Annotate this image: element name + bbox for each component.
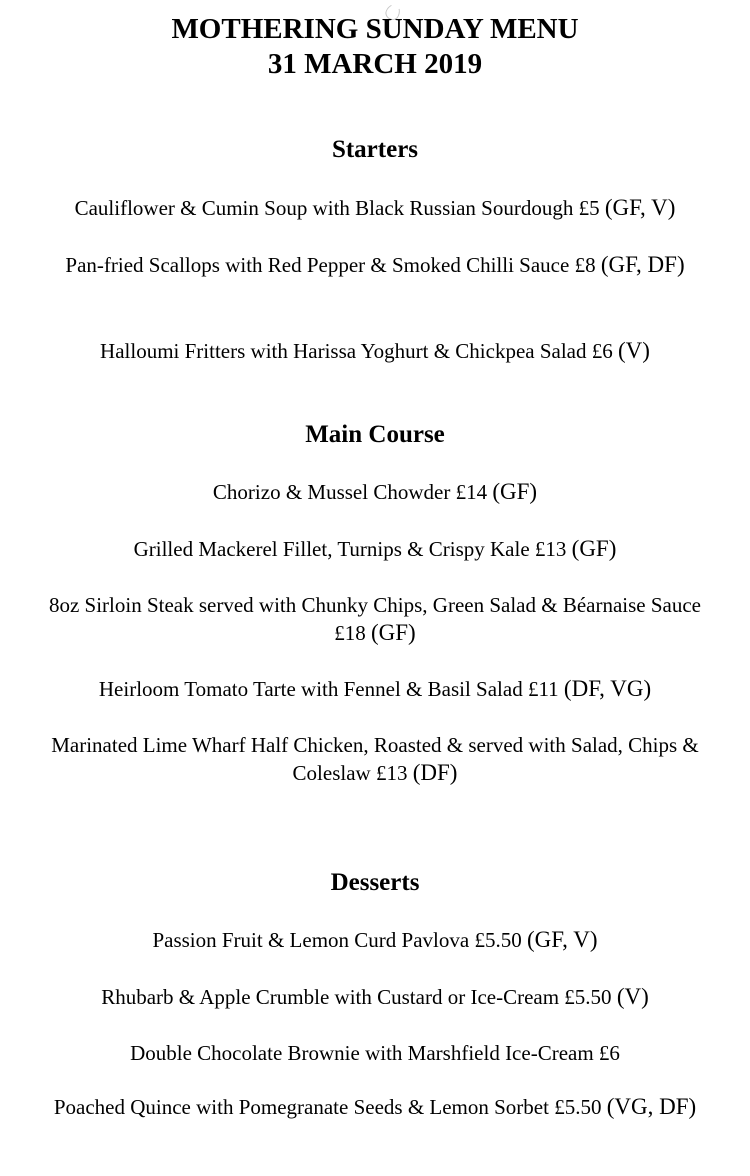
item-text: Chorizo & Mussel Chowder £14 — [212, 480, 488, 504]
dietary-tags: (GF, DF) — [600, 252, 685, 277]
dietary-tags: (V) — [616, 984, 649, 1009]
menu-item — [40, 337, 710, 365]
item-text: Passion Fruit & Lemon Curd Pavlova £5.50 — [152, 928, 522, 952]
dietary-tags: (DF) — [412, 760, 458, 785]
section-heading-desserts: Desserts — [330, 869, 420, 896]
dietary-tags: (DF, VG) — [563, 676, 652, 701]
menu-item — [40, 731, 710, 787]
section-heading-starters: Starters — [331, 136, 419, 163]
item-text: Cauliflower & Cumin Soup with Black Russian Sourdough £5 — [74, 196, 600, 220]
menu-title: MOTHERING SUNDAY MENU — [171, 13, 579, 45]
dietary-tags: (GF) — [571, 536, 617, 561]
section-heading-main-course: Main Course — [305, 421, 445, 448]
menu-item — [40, 1039, 710, 1067]
dietary-tags: (GF, V) — [526, 927, 598, 952]
item-text: Grilled Mackerel Fillet, Turnips & Crispy Kale £13 — [133, 537, 567, 561]
dietary-tags: (GF) — [371, 620, 416, 645]
menu-item — [40, 983, 710, 1011]
menu-date: 31 MARCH 2019 — [267, 48, 483, 80]
menu-item — [40, 926, 710, 954]
dietary-tags: (GF) — [492, 479, 538, 504]
item-text: Poached Quince with Pomegranate Seeds & Lemon Sorbet £5.50 — [53, 1095, 602, 1119]
menu-item — [40, 1093, 710, 1121]
dietary-tags: (V) — [618, 338, 650, 363]
item-text: Rhubarb & Apple Crumble with Custard or Ice-Cream £5.50 — [101, 985, 612, 1009]
item-text: Heirloom Tomato Tarte with Fennel & Basil Salad £11 — [98, 677, 559, 701]
item-text: Pan-fried Scallops with Red Pepper & Smoked Chilli Sauce £8 — [65, 253, 596, 277]
item-text: Double Chocolate Brownie with Marshfield Ice-Cream £6 — [130, 1041, 620, 1065]
menu-item — [40, 251, 710, 279]
menu-item — [40, 591, 710, 647]
dietary-tags: (GF, V) — [604, 195, 676, 220]
menu-item — [40, 478, 710, 506]
menu-item — [40, 194, 710, 222]
menu-item — [40, 535, 710, 563]
dietary-tags: (VG, DF) — [606, 1094, 697, 1119]
item-text: Marinated Lime Wharf Half Chicken, Roasted & served with Salad, Chips & Coleslaw £13 — [51, 733, 699, 785]
item-text: Halloumi Fritters with Harissa Yoghurt & Chickpea Salad £6 — [100, 339, 613, 363]
item-text: 8oz Sirloin Steak served with Chunky Chips, Green Salad & Béarnaise Sauce £18 — [48, 593, 702, 645]
menu-item — [40, 675, 710, 703]
